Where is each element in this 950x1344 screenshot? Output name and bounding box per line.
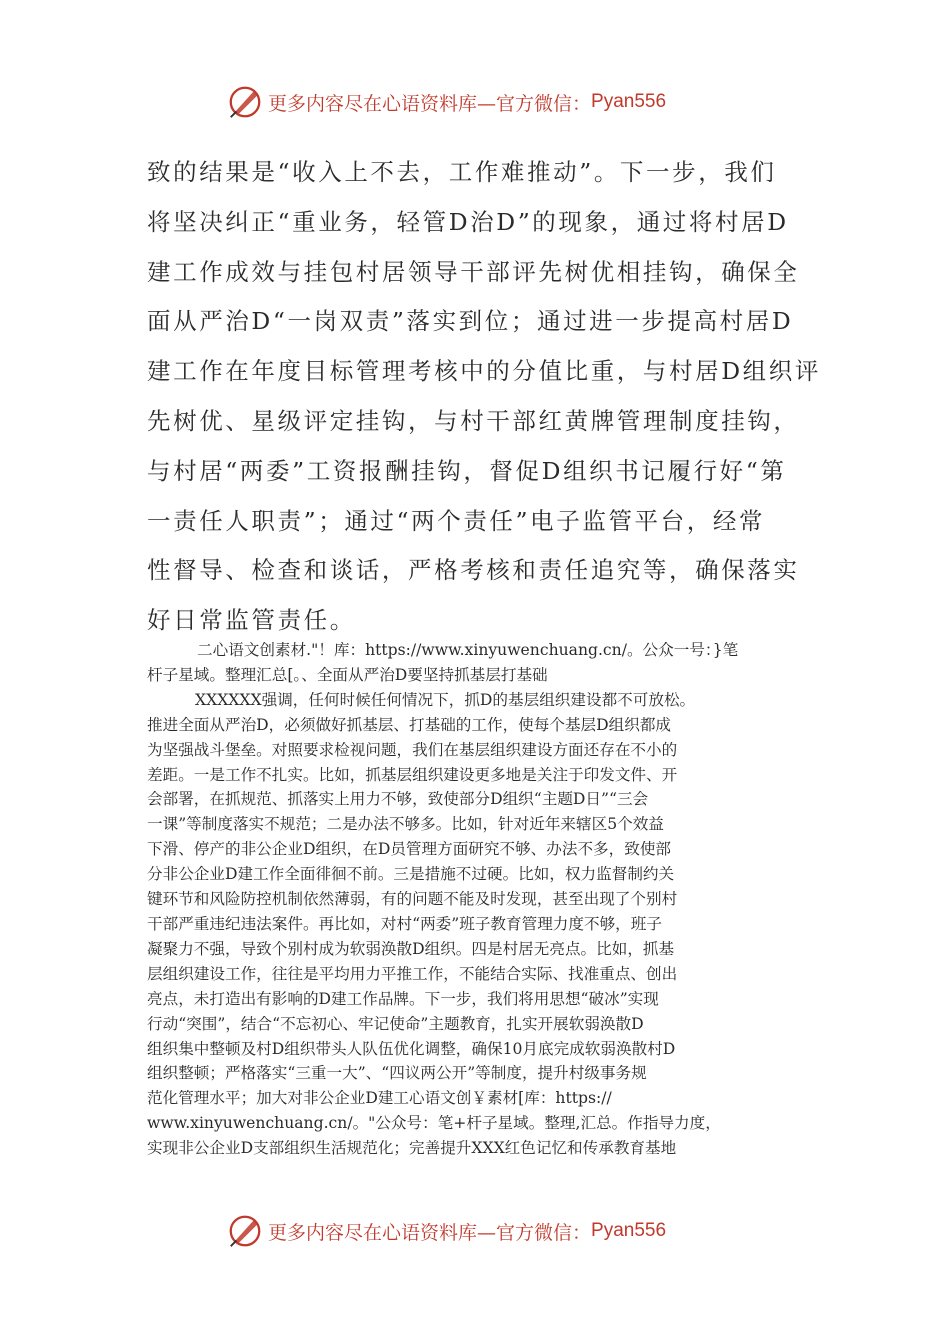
text-line: 建工作在年度目标管理考核中的分值比重，与村居D组织评 [147, 357, 821, 386]
text-line: 范化管理水平；加大对非公企业D建工心语文创￥素材[库：https:// [147, 1089, 612, 1108]
text-line: 与村居“两委”工资报酬挂钩，督促D组织书记履行好“第 [147, 456, 787, 485]
text-line: 下滑、停产的非公企业D组织，在D员管理方面研究不够、办法不多，致使部 [147, 840, 672, 859]
text-line: 好日常监管责任。 [147, 606, 356, 635]
text-line: 致的结果是“收入上不去，工作难推动”。下一步，我们 [147, 158, 777, 186]
text-line: 建工作成效与挂包村居领导干部评先树优相挂钩，确保全 [147, 257, 800, 286]
header-banner-text: 更多内容尽在心语资料库—官方微信： [268, 92, 592, 115]
footer-banner-text: 更多内容尽在心语资料库—官方微信： [268, 1221, 592, 1244]
text-line: 差距。一是工作不扎实。比如，抓基层组织建设更多地是关注于印发文件、开 [147, 765, 678, 784]
text-line: 行动“突围”，结合“不忘初心、牢记使命”主题教育，扎实开展软弱涣散D [147, 1014, 644, 1033]
text-line: XXXXXX强调，任何时候任何情况下，抓D的基层组织建设都不可放松。 [195, 690, 696, 709]
text-line: 将坚决纠正“重业务，轻管D治D”的现象，通过将村居D [147, 207, 789, 236]
text-line: 干部严重违纪违法案件。再比如，对村“两委”班子教育管理力度不够，班子 [147, 914, 662, 933]
text-line: 会部署，在抓规范、抓落实上用力不够，致使部分D组织“主题D日”“三会 [147, 790, 649, 809]
text-line: 面从严治D“一岗双责”落实到位；通过进一步提高村居D [147, 307, 794, 336]
text-line: 一课”等制度落实不规范；二是办法不够多。比如，针对近年来辖区5个效益 [147, 815, 664, 834]
text-line: 亮点，未打造出有影响的D建工作品牌。下一步，我们将用思想“破冰”实现 [147, 989, 659, 1008]
text-line: 为坚强战斗堡垒。对照要求检视问题，我们在基层组织建设方面还存在不小的 [147, 740, 678, 759]
footer-banner-id: Pyan556 [591, 1220, 667, 1241]
text-line: 实现非公企业D支部组织生活规范化；完善提升XXX红色记忆和传承教育基地 [147, 1139, 677, 1158]
text-line: 组织整顿；严格落实“三重一大”、“四议两公开”等制度，提升村级事务规 [147, 1064, 647, 1083]
text-line: 一责任人职责”；通过“两个责任”电子监管平台，经常 [147, 506, 766, 535]
text-line: 杆子星域。整理汇总[。、全面从严治D要坚持抓基层打基础 [147, 665, 548, 684]
text-line: 键环节和风险防控机制依然薄弱，有的问题不能及时发现，甚至出现了个别村 [147, 890, 678, 909]
large-paragraph [147, 148, 821, 646]
header-banner [226, 82, 666, 122]
text-line: 先树优、星级评定挂钩，与村干部红黄牌管理制度挂钩， [147, 406, 800, 435]
text-line: 层组织建设工作，往往是平均用力平推工作，不能结合实际、找准重点、创出 [147, 964, 678, 983]
footer-banner [226, 1211, 666, 1251]
text-line: 推进全面从严治D，必须做好抓基层、打基础的工作，使每个基层D组织都成 [147, 715, 672, 734]
quill-logo-icon [226, 1212, 264, 1250]
small-text-block [147, 638, 807, 1161]
text-line: 性督导、检查和谈话，严格考核和责任追究等，确保落实 [147, 556, 800, 585]
text-line: 组织集中整顿及村D组织带头人队伍优化调整，确保10月底完成软弱涣散村D [147, 1039, 676, 1058]
text-line: 分非公企业D建工作全面徘徊不前。三是措施不过硬。比如，权力监督制约关 [147, 865, 675, 884]
text-line: 凝聚力不强，导致个别村成为软弱涣散D组织。四是村居无亮点。比如，抓基 [147, 939, 675, 958]
quill-logo-icon [226, 83, 264, 121]
text-line: www.xinyuwenchuang.cn/。"公众号：笔+杆子星域。整理,汇总。作指导力度， [147, 1114, 721, 1133]
header-banner-id: Pyan556 [591, 91, 667, 112]
text-line: 二心语文创素材."！库：https://www.xinyuwenchuang.cn/。公众一号：}笔 [197, 641, 739, 659]
